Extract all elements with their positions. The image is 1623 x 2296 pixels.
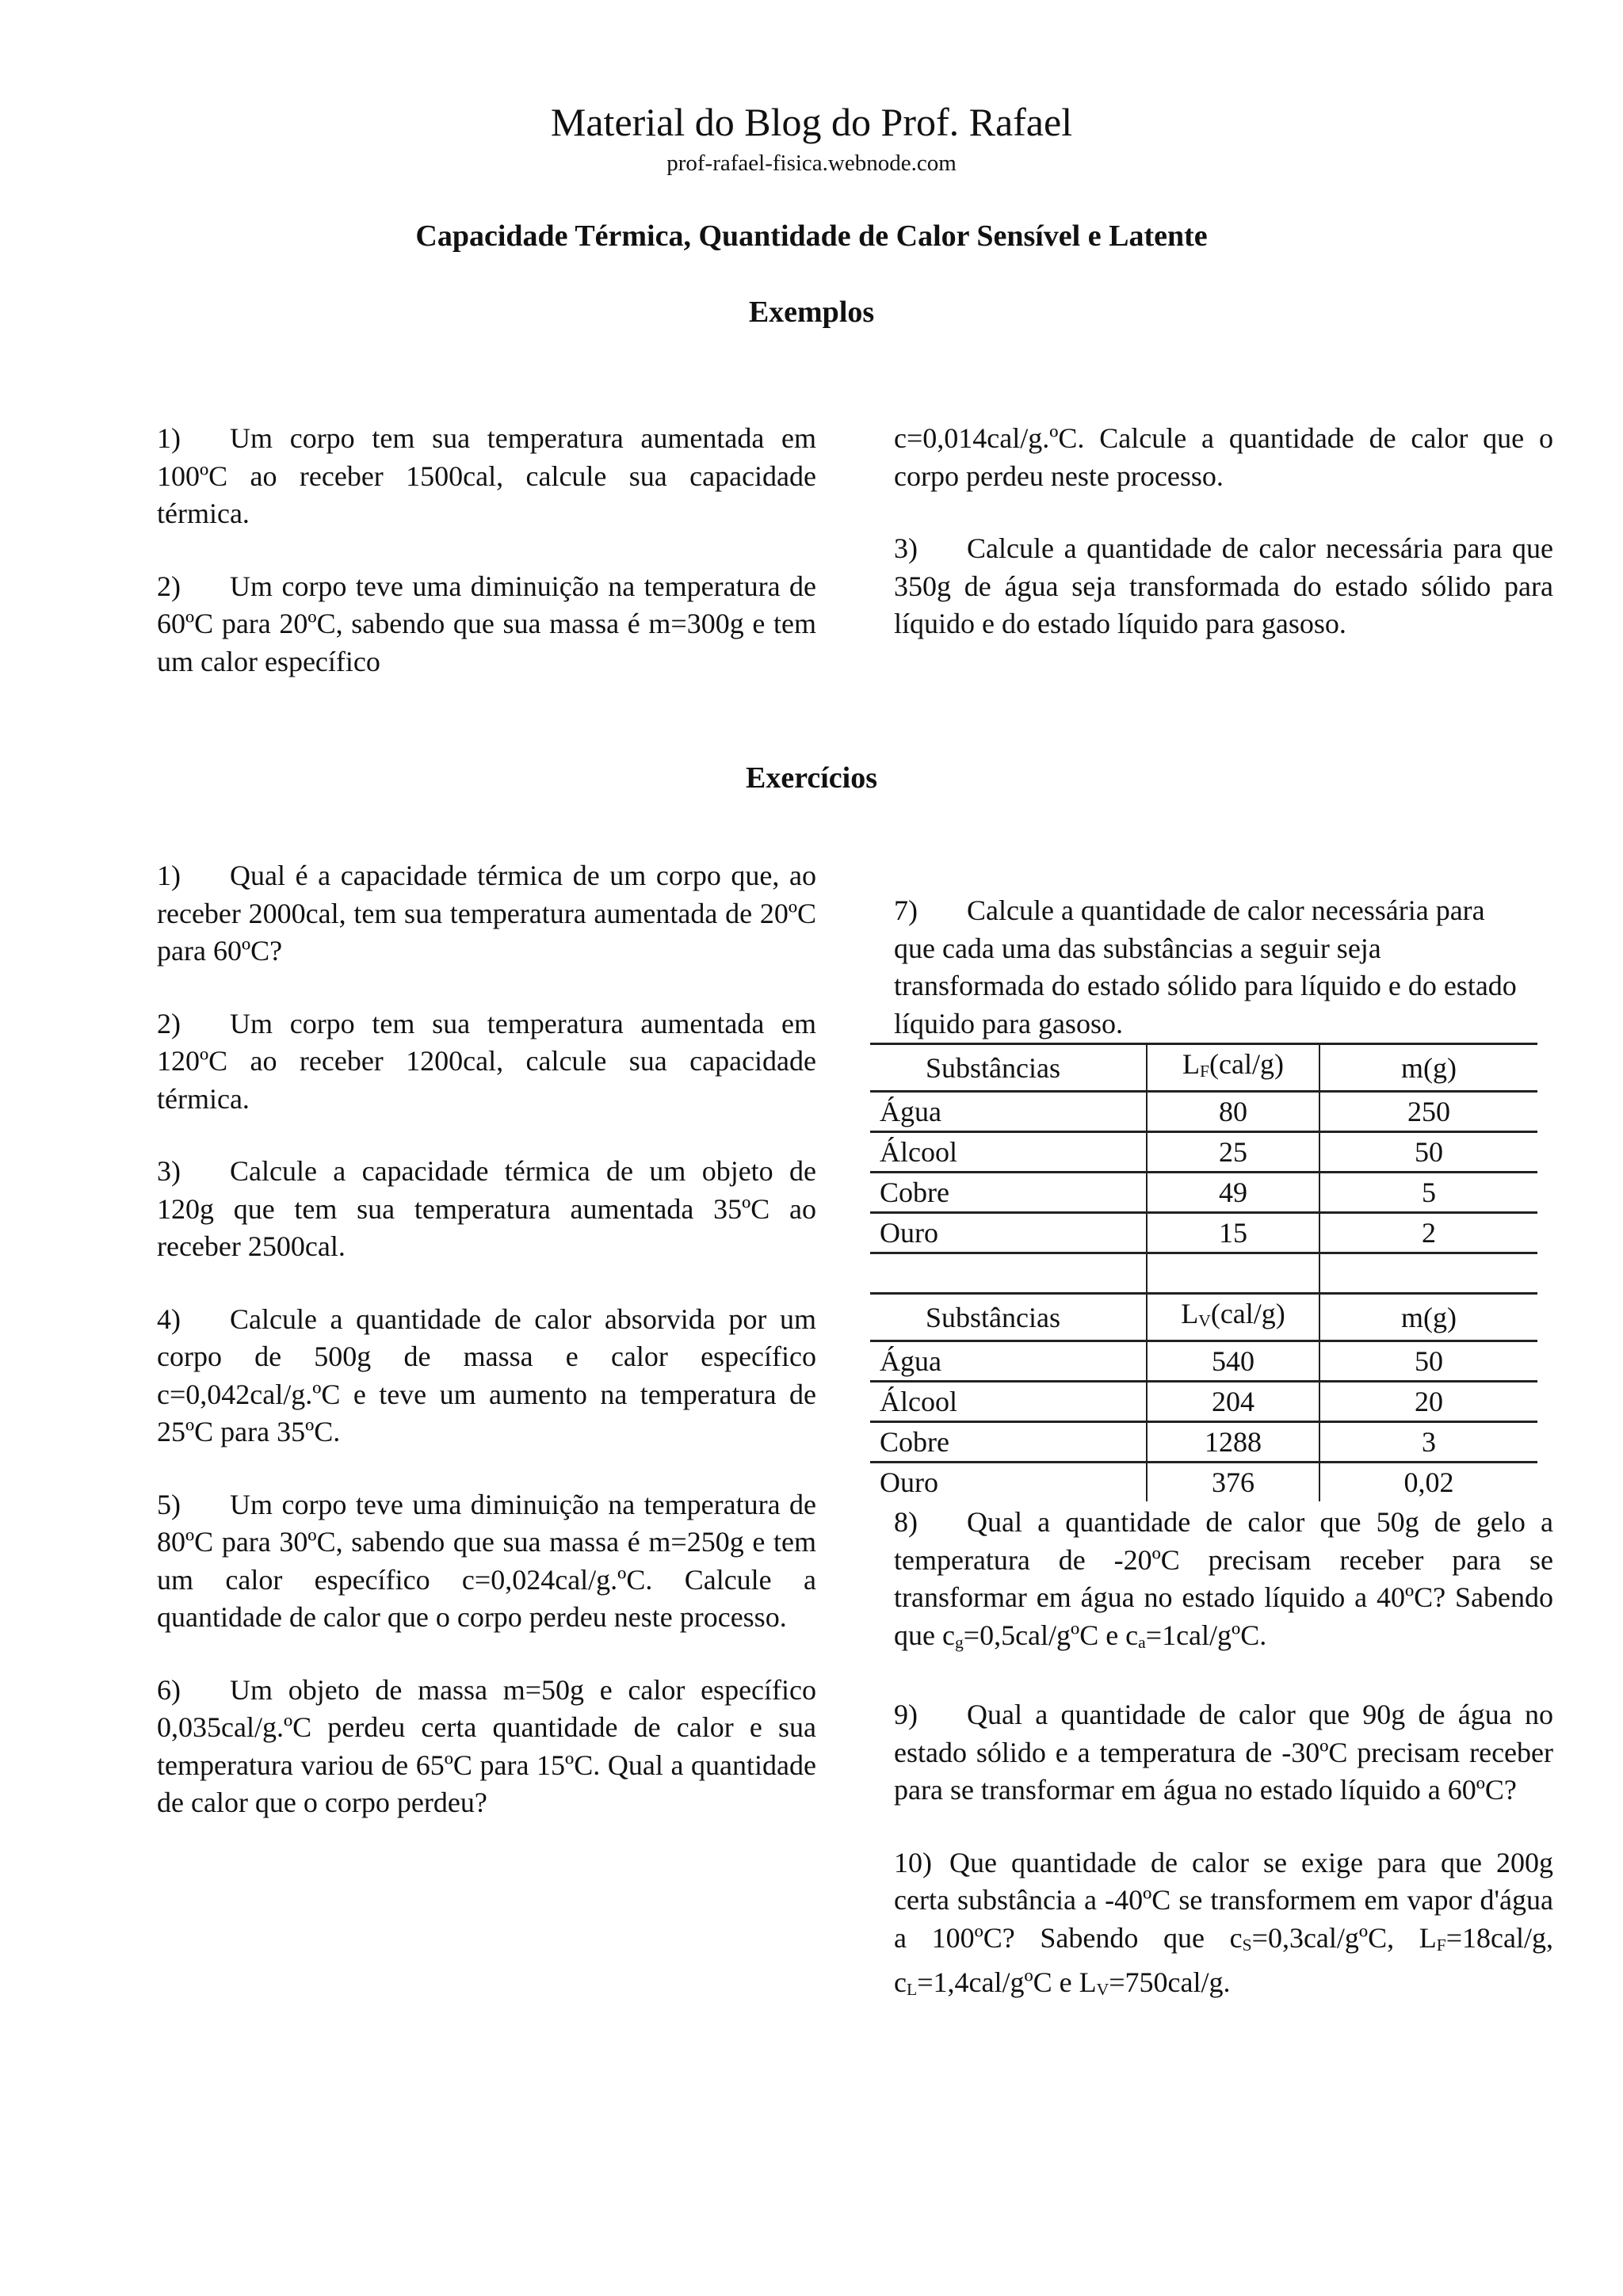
exercise-7: 7) Calcule a quantidade de calor necessária para que cada uma das substâncias a seguir seja transformada do estado sólido para líquido e do estado líquido para gasoso. bbox=[894, 894, 1517, 1039]
table-row: Ouro 376 0,02 bbox=[870, 1463, 1537, 1502]
exercise-4: 4) Calcule a quantidade de calor absorvida por um corpo de 500g de massa e calor específico c=0,042cal/g.ºC e teve um aumento na temperatura de 25ºC para 35ºC. bbox=[157, 1302, 816, 1447]
example-2-continued: c=0,014cal/g.ºC. Calcule a quantidade de calor que o corpo perdeu neste processo. bbox=[894, 422, 1553, 492]
exercise-6: 6) Um objeto de massa m=50g e calor específico 0,035cal/g.ºC perdeu certa quantidade de calor e sua temperatura variou de 65ºC para 15ºC. Qual a quantidade de calor que o corpo perdeu? bbox=[157, 1673, 816, 1818]
exercises-right-column bbox=[894, 1504, 1553, 2044]
exercise-5: 5) Um corpo teve uma diminuição na temperatura de 80ºC para 30ºC, sabendo que sua massa é m=250g e tem um calor específico c=0,024cal/g.ºC. Calcule a quantidade de calor que o corpo perdeu neste processo. bbox=[157, 1488, 816, 1633]
example-1: 1) Um corpo tem sua temperatura aumentada em 100ºC ao receber 1500cal, calcule sua capacidade térmica. bbox=[157, 422, 816, 529]
blog-title: Material do Blog do Prof. Rafael bbox=[550, 100, 1073, 144]
table-row: Álcool 204 20 bbox=[870, 1382, 1537, 1422]
table-row: Água 80 250 bbox=[870, 1092, 1537, 1132]
examples-right-column bbox=[894, 420, 1553, 678]
example-3: 3) Calcule a quantidade de calor necessária para que 350g de água seja transformada do estado sólido para líquido e do estado líquido para gasoso. bbox=[894, 532, 1553, 639]
table-row: Cobre 1288 3 bbox=[870, 1422, 1537, 1463]
table-header-row: Substâncias $L_F(cal/g)$ m(g) bbox=[870, 1044, 1537, 1092]
exercises-left-column bbox=[157, 857, 816, 1857]
examples-left-column bbox=[157, 420, 816, 681]
table-row: Água 540 50 bbox=[870, 1341, 1537, 1382]
table-row: Álcool 25 50 bbox=[870, 1132, 1537, 1173]
blog-url: prof-rafael-fisica.webnode.com bbox=[666, 151, 957, 176]
table-row: Ouro 15 2 bbox=[870, 1213, 1537, 1253]
table-header-row: Substâncias $L_V(cal/g)$ m(g) bbox=[870, 1294, 1537, 1341]
examples-heading: Exemplos bbox=[748, 296, 875, 329]
exercise-3: 3) Calcule a capacidade térmica de um objeto de 120g que tem sua temperatura aumentada 35ºC ao receber 2500cal. bbox=[157, 1155, 816, 1262]
exercise-9: 9) Qual a quantidade de calor que 90g de água no estado sólido e a temperatura de -30ºC precisam receber para se transformar em água no estado líquido a 60ºC? bbox=[894, 1699, 1553, 1806]
exercise-2: 2) Um corpo tem sua temperatura aumentada em 120ºC ao receber 1200cal, calcule sua capacidade térmica. bbox=[157, 1007, 816, 1115]
exercise-10: 10) Que quantidade de calor se exige para que 200g certa substância a -40ºC se transformem em vapor d'água a 100ºC? Sabendo que $c_S=0,3cal$/gºC, $L_F=18cal/g$, $c_L=1,4cal$/gºC e $L_V=750cal/g$. bbox=[894, 1846, 1553, 1999]
fusion-table bbox=[870, 1043, 1537, 1501]
example-2: 2) Um corpo teve uma diminuição na temperatura de 60ºC para 20ºC, sabendo que sua massa é m=300g e tem um calor específico bbox=[157, 570, 816, 677]
document-title: Capacidade Térmica, Quantidade de Calor Sensível e Latente bbox=[415, 219, 1208, 253]
exercise-1: 1) Qual é a capacidade térmica de um corpo que, ao receber 2000cal, tem sua temperatura aumentada de 20ºC para 60ºC? bbox=[157, 860, 816, 967]
exercises-heading: Exercícios bbox=[745, 761, 878, 795]
exercise-8: 8) Qual a quantidade de calor que 50g de gelo a temperatura de -20ºC precisam receber para se transformar em água no estado líquido a 40ºC? Sabendo que $c_g=0,5cal$/gºC e $c_a=1cal$/gºC. bbox=[894, 1506, 1553, 1652]
table-row: Cobre 49 5 bbox=[870, 1173, 1537, 1213]
table-spacer-row bbox=[870, 1253, 1537, 1294]
